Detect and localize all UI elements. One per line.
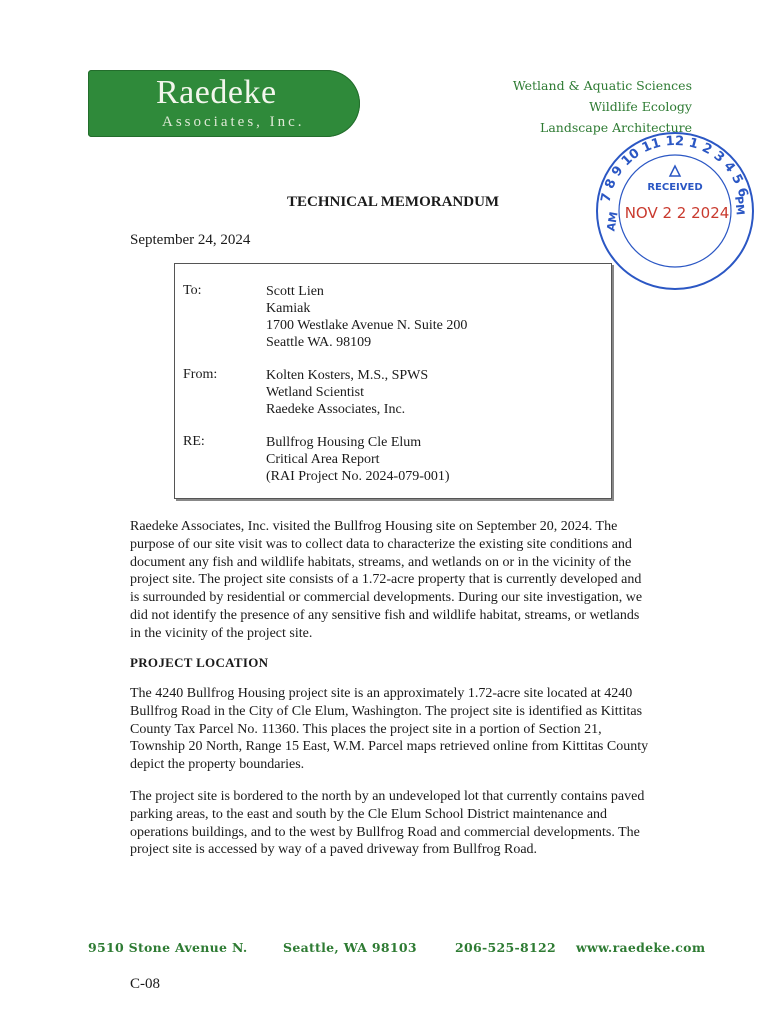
footer-website[interactable]: www.raedeke.com [576, 940, 706, 955]
from-sender [266, 367, 428, 418]
stamp-date: NOV 2 2 2024 [624, 204, 730, 222]
to-line: 1700 Westlake Avenue N. Suite 200 [266, 318, 468, 333]
from-line: Wetland Scientist [266, 385, 365, 400]
from-line: Kolten Kosters, M.S., SPWS [266, 368, 429, 383]
stamp-hour-ring: 7 8 9 10 11 12 1 2 3 4 5 6 [598, 133, 751, 204]
address-block [174, 263, 612, 499]
section-heading-project-location: PROJECT LOCATION [130, 655, 269, 670]
footer-address: 9510 Stone Avenue N. [88, 940, 248, 955]
to-recipient [266, 283, 467, 351]
logo-subtitle: Associates, Inc. [162, 114, 305, 130]
tagline-wetland: Wetland & Aquatic Sciences [512, 78, 692, 93]
stamp-pm-label: PM [732, 195, 747, 216]
triangle-icon [670, 166, 680, 176]
memo-date: September 24, 2024 [130, 232, 251, 248]
footer-city: Seattle, WA 98103 [283, 940, 417, 955]
stamp-received-text: RECEIVED [647, 182, 703, 193]
from-label: From: [183, 367, 218, 382]
re-label: RE: [183, 434, 205, 449]
from-line: Raedeke Associates, Inc. [266, 402, 406, 417]
re-subject [266, 434, 450, 485]
re-line: (RAI Project No. 2024-079-001) [266, 469, 450, 484]
site-boundaries-paragraph: The project site is bordered to the north by an undeveloped lot that currently contains paved parking areas, to the east and south by the Cle Elum School District maintenance and operations buildings, and to the west by Bullfrog Road and commercial developments. The project site is accessed by way of a paved driveway from Bullfrog Road. [130, 789, 645, 858]
to-line: Scott Lien [266, 284, 324, 299]
intro-paragraph: Raedeke Associates, Inc. visited the Bullfrog Housing site on September 20, 2024. The purpose of our site visit was to collect data to characterize the existing site conditions and document any fish and wildlife habitats, streams, and wetlands on or in the vicinity of the project site. The project site consists of a 1.72-acre property that is currently developed and is surrounded by residential or commercial developments. During our site investigation, we did not identify the presence of any sensitive fish and wildlife habitat, streams, or wetlands in the vicinity of the project site. [130, 519, 643, 641]
page-label: C-08 [130, 976, 160, 992]
to-label: To: [183, 283, 202, 298]
tagline-wildlife: Wildlife Ecology [589, 99, 692, 114]
stamp-am-label: AM [604, 210, 621, 233]
received-stamp [590, 126, 760, 296]
re-line: Bullfrog Housing Cle Elum [266, 435, 422, 450]
to-line: Seattle WA. 98109 [266, 335, 372, 350]
footer-phone: 206-525-8122 [455, 940, 556, 955]
tagline-landscape: Landscape Architecture [540, 120, 692, 135]
to-line: Kamiak [266, 301, 311, 316]
memo-title: TECHNICAL MEMORANDUM [287, 194, 500, 210]
project-location-paragraph: The 4240 Bullfrog Housing project site is an approximately 1.72-acre site located at 4240 Bullfrog Road in the City of Cle Elum, Washington. The project site is identified as Kittitas County Tax Parcel No. 11360. This places the project site in a portion of Section 21, Township 20 North, Range 15 East, W.M. Parcel maps retrieved online from Kittitas County depict the property boundaries. [130, 686, 649, 773]
logo-name: Raedeke [156, 74, 277, 111]
company-logo [88, 70, 360, 137]
re-line: Critical Area Report [266, 452, 380, 467]
